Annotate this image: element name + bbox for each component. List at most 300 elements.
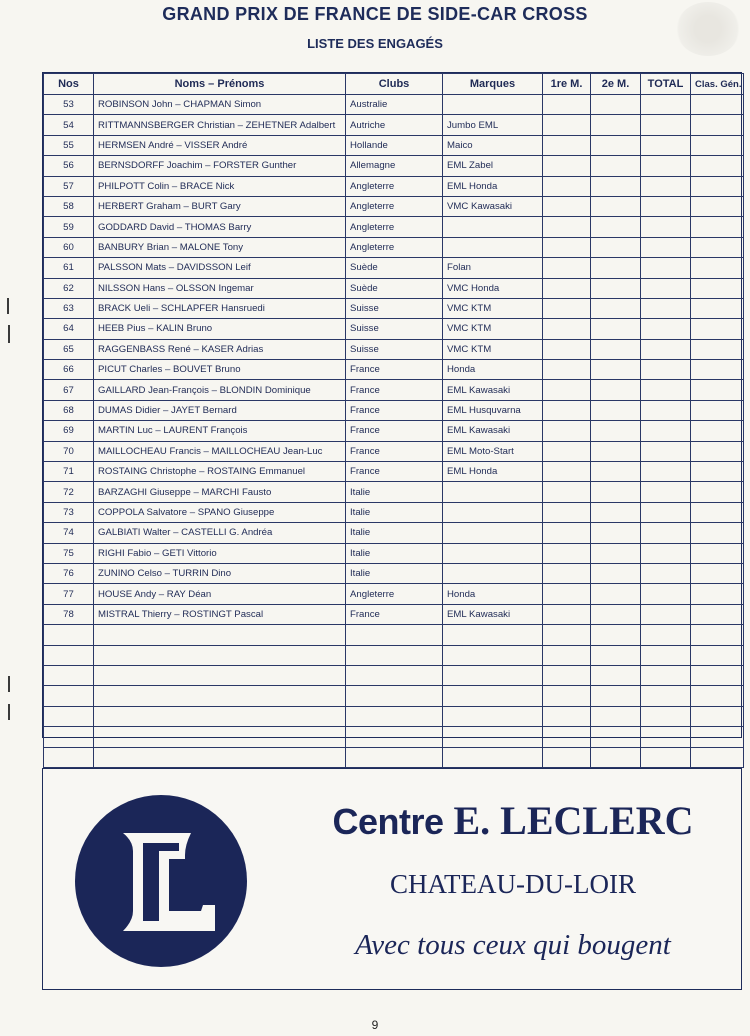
cell-second-manche xyxy=(591,441,641,461)
cell-marque: VMC Honda xyxy=(443,278,543,298)
cell-second-manche xyxy=(591,400,641,420)
cell-classement xyxy=(691,319,744,339)
cell-classement xyxy=(691,115,744,135)
cell-marque xyxy=(443,95,543,115)
cell-num: 61 xyxy=(44,258,94,278)
cell-marque xyxy=(443,543,543,563)
cell-num xyxy=(44,727,94,747)
cell-club: Allemagne xyxy=(346,156,443,176)
table-row xyxy=(44,645,744,665)
cell-club: Suisse xyxy=(346,319,443,339)
cell-first-manche xyxy=(543,543,591,563)
cell-total xyxy=(641,625,691,645)
cell-first-manche xyxy=(543,196,591,216)
cell-names: MARTIN Luc – LAURENT François xyxy=(94,421,346,441)
cell-num: 65 xyxy=(44,339,94,359)
cell-club xyxy=(346,625,443,645)
cell-num: 56 xyxy=(44,156,94,176)
cell-total xyxy=(641,380,691,400)
cell-classement xyxy=(691,441,744,461)
cell-marque: EML Honda xyxy=(443,176,543,196)
cell-second-manche xyxy=(591,95,641,115)
cell-second-manche xyxy=(591,156,641,176)
cell-num: 78 xyxy=(44,604,94,624)
cell-total xyxy=(641,747,691,767)
cell-second-manche xyxy=(591,584,641,604)
cell-marque: Honda xyxy=(443,360,543,380)
cell-total xyxy=(641,706,691,726)
cell-first-manche xyxy=(543,502,591,522)
cell-classement xyxy=(691,686,744,706)
page-title: GRAND PRIX DE FRANCE DE SIDE-CAR CROSS xyxy=(162,4,588,24)
cell-club: Hollande xyxy=(346,135,443,155)
col-header-num: Nos xyxy=(44,74,94,95)
cell-marque: Maico xyxy=(443,135,543,155)
cell-classement xyxy=(691,462,744,482)
cell-club xyxy=(346,665,443,685)
cell-classement xyxy=(691,604,744,624)
cell-marque: EML Zabel xyxy=(443,156,543,176)
cell-first-manche xyxy=(543,319,591,339)
cell-classement xyxy=(691,482,744,502)
cell-total xyxy=(641,665,691,685)
cell-total xyxy=(641,604,691,624)
table-row xyxy=(44,441,744,461)
cell-marque: EML Kawasaki xyxy=(443,604,543,624)
cell-classement xyxy=(691,339,744,359)
cell-total xyxy=(641,156,691,176)
cell-num: 55 xyxy=(44,135,94,155)
page-number: 9 xyxy=(371,1018,379,1032)
cell-marque: EML Kawasaki xyxy=(443,380,543,400)
cell-marque xyxy=(443,747,543,767)
cell-first-manche xyxy=(543,258,591,278)
cell-names: BANBURY Brian – MALONE Tony xyxy=(94,237,346,257)
cell-total xyxy=(641,278,691,298)
cell-total xyxy=(641,727,691,747)
table-row xyxy=(44,176,744,196)
cell-second-manche xyxy=(591,502,641,522)
cell-club: Autriche xyxy=(346,115,443,135)
cell-marque: EML Honda xyxy=(443,462,543,482)
cell-marque xyxy=(443,237,543,257)
table-row xyxy=(44,482,744,502)
cell-names: COPPOLA Salvatore – SPANO Giuseppe xyxy=(94,502,346,522)
cell-num xyxy=(44,645,94,665)
cell-marque: Honda xyxy=(443,584,543,604)
cell-club: France xyxy=(346,380,443,400)
cell-classement xyxy=(691,380,744,400)
table-row xyxy=(44,95,744,115)
cell-names: BRACK Ueli – SCHLAPFER Hansruedi xyxy=(94,298,346,318)
cell-second-manche xyxy=(591,278,641,298)
cell-classement xyxy=(691,747,744,767)
cell-classement xyxy=(691,360,744,380)
cell-marque: VMC Kawasaki xyxy=(443,196,543,216)
table-row xyxy=(44,563,744,583)
table-row xyxy=(44,421,744,441)
cell-total xyxy=(641,502,691,522)
cell-club xyxy=(346,706,443,726)
col-header-total: TOTAL xyxy=(641,74,691,95)
cell-total xyxy=(641,523,691,543)
cell-names: HOUSE Andy – RAY Déan xyxy=(94,584,346,604)
cell-first-manche xyxy=(543,298,591,318)
cell-marque xyxy=(443,563,543,583)
cell-first-manche xyxy=(543,645,591,665)
cell-second-manche xyxy=(591,706,641,726)
cell-club: France xyxy=(346,400,443,420)
cell-names: HERBERT Graham – BURT Gary xyxy=(94,196,346,216)
cell-total xyxy=(641,482,691,502)
cell-num: 69 xyxy=(44,421,94,441)
cell-second-manche xyxy=(591,563,641,583)
cell-club xyxy=(346,727,443,747)
cell-second-manche xyxy=(591,543,641,563)
cell-marque xyxy=(443,645,543,665)
cell-club: Angleterre xyxy=(346,584,443,604)
cell-names: PHILPOTT Colin – BRACE Nick xyxy=(94,176,346,196)
cell-first-manche xyxy=(543,584,591,604)
table-row xyxy=(44,400,744,420)
cell-classement xyxy=(691,543,744,563)
cell-classement xyxy=(691,523,744,543)
cell-second-manche xyxy=(591,360,641,380)
cell-num: 60 xyxy=(44,237,94,257)
cell-first-manche xyxy=(543,176,591,196)
cell-marque xyxy=(443,502,543,522)
cell-names: RITTMANNSBERGER Christian – ZEHETNER Adalbert xyxy=(94,115,346,135)
cell-names: ZUNINO Celso – TURRIN Dino xyxy=(94,563,346,583)
cell-total xyxy=(641,543,691,563)
cell-classement xyxy=(691,196,744,216)
cell-first-manche xyxy=(543,563,591,583)
col-header-second-manche: 2e M. xyxy=(591,74,641,95)
cell-total xyxy=(641,95,691,115)
cell-marque xyxy=(443,665,543,685)
cell-marque: Jumbo EML xyxy=(443,115,543,135)
cell-marque: EML Husquvarna xyxy=(443,400,543,420)
cell-first-manche xyxy=(543,237,591,257)
cell-first-manche xyxy=(543,156,591,176)
cell-names: GAILLARD Jean-François – BLONDIN Dominique xyxy=(94,380,346,400)
cell-club: Angleterre xyxy=(346,176,443,196)
cell-num: 59 xyxy=(44,217,94,237)
cell-first-manche xyxy=(543,625,591,645)
cell-total xyxy=(641,645,691,665)
cell-classement xyxy=(691,584,744,604)
cell-first-manche xyxy=(543,380,591,400)
table-row xyxy=(44,706,744,726)
advert-headline xyxy=(293,797,733,844)
cell-num: 73 xyxy=(44,502,94,522)
cell-total xyxy=(641,400,691,420)
cell-names xyxy=(94,665,346,685)
cell-second-manche xyxy=(591,686,641,706)
page-subtitle: LISTE DES ENGAGÉS xyxy=(307,36,443,51)
cell-names: RIGHI Fabio – GETI Vittorio xyxy=(94,543,346,563)
cell-first-manche xyxy=(543,523,591,543)
cell-num: 72 xyxy=(44,482,94,502)
cell-num: 63 xyxy=(44,298,94,318)
cell-marque xyxy=(443,217,543,237)
margin-mark xyxy=(8,676,10,692)
cell-club xyxy=(346,645,443,665)
col-header-names: Noms – Prénoms xyxy=(94,74,346,95)
table-row xyxy=(44,727,744,747)
cell-classement xyxy=(691,237,744,257)
advert-location: CHATEAU-DU-LOIR xyxy=(390,869,636,899)
cell-classement xyxy=(691,727,744,747)
cell-club: France xyxy=(346,441,443,461)
cell-second-manche xyxy=(591,135,641,155)
cell-classement xyxy=(691,217,744,237)
cell-names: PALSSON Mats – DAVIDSSON Leif xyxy=(94,258,346,278)
table-header-row xyxy=(44,74,744,95)
table-row xyxy=(44,115,744,135)
cell-second-manche xyxy=(591,727,641,747)
cell-total xyxy=(641,462,691,482)
margin-mark xyxy=(8,325,10,343)
cell-marque: EML Moto-Start xyxy=(443,441,543,461)
cell-club: Italie xyxy=(346,523,443,543)
cell-second-manche xyxy=(591,339,641,359)
cell-num xyxy=(44,625,94,645)
cell-marque: EML Kawasaki xyxy=(443,421,543,441)
cell-names: HERMSEN André – VISSER André xyxy=(94,135,346,155)
cell-marque xyxy=(443,523,543,543)
cell-marque: Folan xyxy=(443,258,543,278)
cell-names: MISTRAL Thierry – ROSTINGT Pascal xyxy=(94,604,346,624)
cell-club: France xyxy=(346,421,443,441)
cell-classement xyxy=(691,135,744,155)
cell-club: Angleterre xyxy=(346,196,443,216)
cell-num xyxy=(44,686,94,706)
cell-club xyxy=(346,686,443,706)
cell-first-manche xyxy=(543,339,591,359)
table-row xyxy=(44,747,744,767)
cell-club: Australie xyxy=(346,95,443,115)
cell-classement xyxy=(691,298,744,318)
cell-first-manche xyxy=(543,115,591,135)
cell-first-manche xyxy=(543,727,591,747)
cell-first-manche xyxy=(543,665,591,685)
cell-club: France xyxy=(346,462,443,482)
cell-second-manche xyxy=(591,217,641,237)
cell-classement xyxy=(691,176,744,196)
cell-first-manche xyxy=(543,482,591,502)
cell-total xyxy=(641,421,691,441)
table-row xyxy=(44,380,744,400)
cell-total xyxy=(641,360,691,380)
col-header-first-manche: 1re M. xyxy=(543,74,591,95)
cell-second-manche xyxy=(591,298,641,318)
cell-first-manche xyxy=(543,441,591,461)
cell-num: 77 xyxy=(44,584,94,604)
cell-first-manche xyxy=(543,462,591,482)
table-row xyxy=(44,237,744,257)
cell-classement xyxy=(691,278,744,298)
cell-num: 75 xyxy=(44,543,94,563)
cell-total xyxy=(641,339,691,359)
cell-second-manche xyxy=(591,462,641,482)
cell-total xyxy=(641,686,691,706)
table-row xyxy=(44,196,744,216)
cell-names xyxy=(94,706,346,726)
cell-num: 66 xyxy=(44,360,94,380)
cell-second-manche xyxy=(591,625,641,645)
cell-marque xyxy=(443,706,543,726)
cell-total xyxy=(641,196,691,216)
col-header-classement: Clas. Gén. xyxy=(691,74,744,95)
cell-num: 53 xyxy=(44,95,94,115)
col-header-marques: Marques xyxy=(443,74,543,95)
cell-num xyxy=(44,706,94,726)
table-body xyxy=(44,95,744,768)
margin-mark xyxy=(7,298,9,314)
table-row xyxy=(44,298,744,318)
cell-num: 67 xyxy=(44,380,94,400)
cell-marque: VMC KTM xyxy=(443,298,543,318)
cell-total xyxy=(641,563,691,583)
cell-num: 68 xyxy=(44,400,94,420)
cell-classement xyxy=(691,645,744,665)
cell-marque xyxy=(443,482,543,502)
cell-classement xyxy=(691,625,744,645)
table-row xyxy=(44,584,744,604)
cell-names: GODDARD David – THOMAS Barry xyxy=(94,217,346,237)
cell-classement xyxy=(691,258,744,278)
table-row xyxy=(44,258,744,278)
table-row xyxy=(44,319,744,339)
cell-marque xyxy=(443,727,543,747)
cell-second-manche xyxy=(591,482,641,502)
cell-total xyxy=(641,584,691,604)
table-row xyxy=(44,135,744,155)
table-row xyxy=(44,462,744,482)
cell-names xyxy=(94,747,346,767)
cell-total xyxy=(641,176,691,196)
cell-club: France xyxy=(346,604,443,624)
entries-table xyxy=(43,73,744,768)
advert-brand-name: E. LECLERC xyxy=(453,798,694,843)
entries-table-frame xyxy=(42,72,742,738)
cell-second-manche xyxy=(591,319,641,339)
cell-club: Italie xyxy=(346,482,443,502)
cell-names: GALBIATI Walter – CASTELLI G. Andréa xyxy=(94,523,346,543)
table-row xyxy=(44,217,744,237)
leclerc-logo-icon xyxy=(73,793,249,969)
advert-slogan: Avec tous ceux qui bougent xyxy=(355,929,671,961)
cell-second-manche xyxy=(591,645,641,665)
table-row xyxy=(44,278,744,298)
col-header-clubs: Clubs xyxy=(346,74,443,95)
cell-first-manche xyxy=(543,360,591,380)
cell-first-manche xyxy=(543,604,591,624)
cell-second-manche xyxy=(591,237,641,257)
cell-total xyxy=(641,298,691,318)
table-row xyxy=(44,686,744,706)
cell-marque xyxy=(443,686,543,706)
cell-num: 57 xyxy=(44,176,94,196)
cell-names: BERNSDORFF Joachim – FORSTER Gunther xyxy=(94,156,346,176)
cell-marque xyxy=(443,625,543,645)
table-row xyxy=(44,543,744,563)
cell-names: HEEB Pius – KALIN Bruno xyxy=(94,319,346,339)
cell-club: Angleterre xyxy=(346,237,443,257)
cell-first-manche xyxy=(543,747,591,767)
cell-total xyxy=(641,217,691,237)
cell-names: ROBINSON John – CHAPMAN Simon xyxy=(94,95,346,115)
advert-centre-word: Centre xyxy=(332,801,444,842)
cell-classement xyxy=(691,502,744,522)
cell-num: 76 xyxy=(44,563,94,583)
cell-total xyxy=(641,237,691,257)
cell-first-manche xyxy=(543,95,591,115)
cell-names: ROSTAING Christophe – ROSTAING Emmanuel xyxy=(94,462,346,482)
cell-club: France xyxy=(346,360,443,380)
cell-num xyxy=(44,665,94,685)
cell-classement xyxy=(691,95,744,115)
cell-total xyxy=(641,319,691,339)
cell-names: MAILLOCHEAU Francis – MAILLOCHEAU Jean-Luc xyxy=(94,441,346,461)
cell-names xyxy=(94,645,346,665)
cell-first-manche xyxy=(543,217,591,237)
margin-mark xyxy=(8,704,10,720)
cell-num xyxy=(44,747,94,767)
cell-second-manche xyxy=(591,421,641,441)
cell-total xyxy=(641,135,691,155)
ink-stamp xyxy=(676,2,740,56)
cell-club: Angleterre xyxy=(346,217,443,237)
cell-second-manche xyxy=(591,196,641,216)
cell-second-manche xyxy=(591,258,641,278)
cell-num: 70 xyxy=(44,441,94,461)
cell-club: Italie xyxy=(346,543,443,563)
table-row xyxy=(44,625,744,645)
cell-second-manche xyxy=(591,523,641,543)
cell-first-manche xyxy=(543,135,591,155)
cell-classement xyxy=(691,706,744,726)
cell-num: 64 xyxy=(44,319,94,339)
cell-marque: VMC KTM xyxy=(443,319,543,339)
cell-second-manche xyxy=(591,380,641,400)
cell-club: Suède xyxy=(346,258,443,278)
cell-first-manche xyxy=(543,400,591,420)
cell-names xyxy=(94,686,346,706)
table-row xyxy=(44,502,744,522)
cell-first-manche xyxy=(543,278,591,298)
table-row xyxy=(44,604,744,624)
cell-second-manche xyxy=(591,747,641,767)
table-row xyxy=(44,156,744,176)
cell-num: 58 xyxy=(44,196,94,216)
cell-classement xyxy=(691,400,744,420)
cell-classement xyxy=(691,665,744,685)
cell-num: 62 xyxy=(44,278,94,298)
cell-club: Suède xyxy=(346,278,443,298)
cell-marque: VMC KTM xyxy=(443,339,543,359)
cell-first-manche xyxy=(543,421,591,441)
leclerc-advert xyxy=(42,768,742,990)
table-row xyxy=(44,523,744,543)
cell-num: 54 xyxy=(44,115,94,135)
cell-total xyxy=(641,115,691,135)
cell-first-manche xyxy=(543,706,591,726)
cell-names: DUMAS Didier – JAYET Bernard xyxy=(94,400,346,420)
cell-names: PICUT Charles – BOUVET Bruno xyxy=(94,360,346,380)
cell-num: 74 xyxy=(44,523,94,543)
